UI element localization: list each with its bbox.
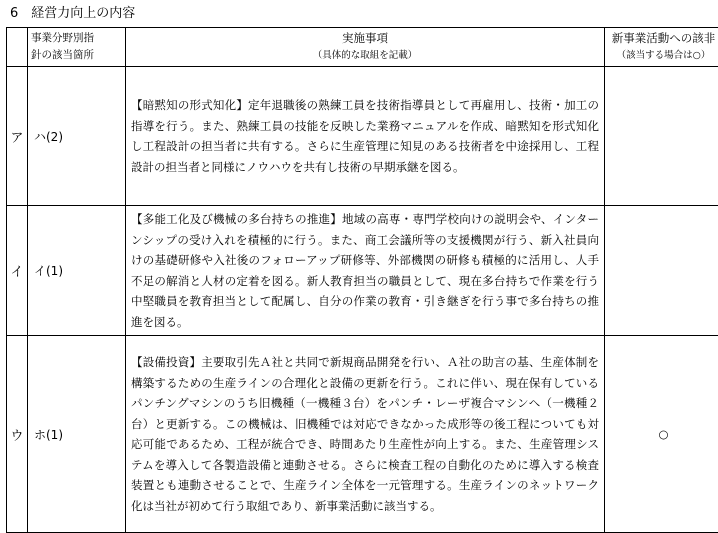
header-flag-line2: （該当する場合は○） bbox=[605, 47, 718, 64]
header-description-line1: 実施事項 bbox=[126, 30, 604, 47]
row-new-business-flag: ○ bbox=[605, 336, 718, 533]
row-description: 【暗黙知の形式知化】定年退職後の熟練工員を技術指導員として再雇用し、技術・加工の指導を行う。また、熟練工員の技能を反映した業務マニュアルを作成、暗黙知を形式知化し工程設計の担当者に共有する。さらに生産管理に知見のある技術者を中途採用し、工程設計の担当者と同様にノウハウを共有し技術の早期承継を図る。 bbox=[126, 67, 605, 206]
row-description: 【多能工化及び機械の多台持ちの推進】地域の高専・専門学校向けの説明会や、インターンシップの受け入れを積極的に行う。また、商工会議所等の支援機関が行う、新入社員向けの基礎研修や入社後のフォローアップ研修等、外部機関の研修も積極的に活用し、人手不足の解消と人材の定着を図る。新人教育担当の職員として、現在多台持ちで作業を行う中堅職員を教育担当として配属し、自分の作業の教育・引き継ぎを行う事で多台持ちの推進を図る。 bbox=[126, 206, 605, 336]
table-row bbox=[7, 336, 718, 533]
row-label: ウ bbox=[7, 336, 28, 533]
table-header-row bbox=[7, 28, 718, 67]
row-guideline-item: ハ(2) bbox=[28, 67, 126, 206]
row-label: ア bbox=[7, 67, 28, 206]
header-description-cell bbox=[126, 28, 605, 67]
row-description: 【設備投資】主要取引先Ａ社と共同で新規商品開発を行い、Ａ社の助言の基、生産体制を構築するための生産ラインの合理化と設備の更新を行う。これに伴い、現在保有しているパンチングマシンのうち旧機種（一機種３台）をパンチ・レーザ複合マシンへ（一機種２台）と更新する。この機械は、旧機種では対応できなかった成形等の後工程についても対応可能であるため、工程が統合でき、時間あたり生産性が向上する。また、生産管理システムを導入して各製造設備と連動させる。さらに検査工程の自動化のために導入する検査装置とも連動させることで、生産ライン全体を一元管理する。生産ラインのネットワーク化は当社が初めて行う取組であり、新事業活動に該当する。 bbox=[126, 336, 605, 533]
header-guideline-line1: 事業分野別指 bbox=[31, 30, 122, 47]
row-new-business-flag bbox=[605, 206, 718, 336]
header-description-line2: （具体的な取組を記載） bbox=[126, 47, 604, 64]
row-guideline-item: ホ(1) bbox=[28, 336, 126, 533]
header-flag-line1: 新事業活動への該非 bbox=[605, 30, 718, 47]
header-guideline-line2: 針の該当箇所 bbox=[31, 47, 122, 64]
row-label: イ bbox=[7, 206, 28, 336]
header-label-cell bbox=[7, 28, 28, 67]
header-flag-cell bbox=[605, 28, 718, 67]
row-new-business-flag bbox=[605, 67, 718, 206]
section-title: 6 経営力向上の内容 bbox=[10, 5, 135, 23]
table-row bbox=[7, 206, 718, 336]
row-guideline-item: イ(1) bbox=[28, 206, 126, 336]
header-guideline-cell bbox=[28, 28, 126, 67]
management-improvement-table bbox=[6, 27, 718, 533]
table-row bbox=[7, 67, 718, 206]
